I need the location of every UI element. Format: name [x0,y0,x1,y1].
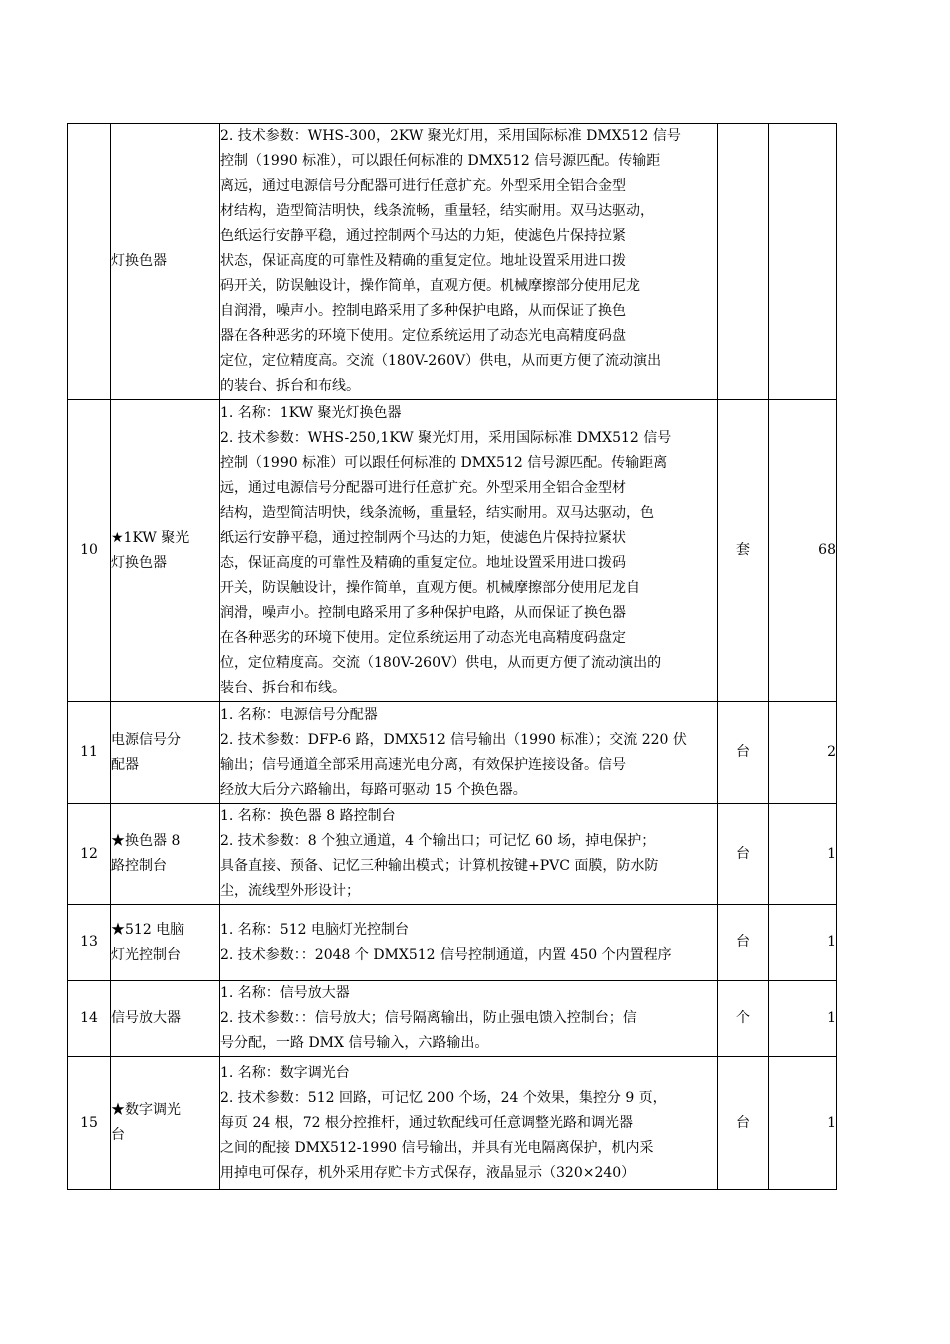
description-line: 经放大后分六路输出，每路可驱动 15 个换色器。 [220,781,527,798]
item-number: 14 [68,981,111,1057]
item-description [220,804,718,905]
item-name-line: 灯换色器 [111,554,167,571]
description-line: 码开关，防误触设计，操作简单，直观方便。机械摩擦部分使用尼龙 [220,278,640,294]
description-line: 1. 名称：信号放大器 [220,985,350,1001]
description-line: 2. 技术参数：8 个独立通道，4 个输出口；可记忆 60 场，掉电保护； [220,833,656,849]
description-line: 1. 名称：电源信号分配器 [220,706,378,723]
item-unit: 台 [718,804,769,905]
item-name-line: ★512 电脑 [111,921,185,938]
description-line: 位，定位精度高。交流（180V-260V）供电，从而更方便了流动演出的 [220,654,662,671]
description-line: 色纸运行安静平稳，通过控制两个马达的力矩，使滤色片保持拉紧 [220,228,626,244]
table-row [68,804,837,905]
description-line: 输出；信号通道全部采用高速光电分离，有效保护连接设备。信号 [220,756,626,773]
equipment-spec-table [67,123,837,1190]
description-line: 2. 技术参数：WHS-300，2KW 聚光灯用，采用国际标准 DMX512 信号 [220,128,681,144]
table-row [68,702,837,804]
description-line: 2. 技术参数：512 回路，可记忆 200 个场，24 个效果，集控分 9 页， [220,1089,667,1106]
description-line: 态，保证高度的可靠性及精确的重复定位。地址设置采用进口拨码 [220,554,626,571]
item-description [220,1057,718,1190]
description-line: 每页 24 根，72 根分控推杆，通过软配线可任意调整光路和调光器 [220,1114,633,1131]
item-name [111,702,220,804]
description-line: 自润滑，噪声小。控制电路采用了多种保护电路，从而保证了换色 [220,303,626,319]
description-line: 开关，防误触设计，操作简单，直观方便。机械摩擦部分使用尼龙自 [220,579,640,596]
table-row [68,1057,837,1190]
description-line: 控制（1990 标准），可以跟任何标准的 DMX512 信号源匹配。传输距 [220,153,661,169]
description-line: 之间的配接 DMX512-1990 信号输出，并具有光电隔离保护，机内采 [220,1139,654,1156]
item-name-line: ★换色器 8 [111,833,181,849]
description-line: 材结构，造型简洁明快，线条流畅，重量轻，结实耐用。双马达驱动， [220,203,654,219]
description-line: 1. 名称：换色器 8 路控制台 [220,808,396,824]
item-unit [718,124,769,400]
item-number: 12 [68,804,111,905]
description-line: 尘，流线型外形设计； [220,883,360,899]
description-line: 状态，保证高度的可靠性及精确的重复定位。地址设置采用进口拨 [220,253,626,269]
description-line: 的装台、拆台和布线。 [220,378,360,394]
item-name-line: 信号放大器 [111,1010,181,1026]
item-quantity: 1 [769,1057,837,1190]
description-line: 离远，通过电源信号分配器可进行任意扩充。外型采用全铝合金型 [220,178,626,194]
description-line: 1. 名称：512 电脑灯光控制台 [220,921,409,938]
description-line: 润滑，噪声小。控制电路采用了多种保护电路，从而保证了换色器 [220,604,626,621]
item-number: 11 [68,702,111,804]
item-name-line: 路控制台 [111,858,167,874]
item-unit: 台 [718,702,769,804]
description-line: 2. 技术参数：：2048 个 DMX512 信号控制通道，内置 450 个内置程序 [220,946,672,963]
description-line: 控制（1990 标准）可以跟任何标准的 DMX512 信号源匹配。传输距离 [220,454,668,471]
item-quantity: 2 [769,702,837,804]
item-name [111,905,220,981]
item-number [68,124,111,400]
item-name-line: 电源信号分 [111,731,181,748]
table-row [68,981,837,1057]
description-line: 纸运行安静平稳，通过控制两个马达的力矩，使滤色片保持拉紧状 [220,529,626,546]
item-unit: 个 [718,981,769,1057]
description-line: 具备直接、预备、记忆三种输出模式；计算机按键+PVC 面膜，防水防 [220,858,659,874]
item-description [220,981,718,1057]
item-name-line: 配器 [111,756,139,773]
item-unit: 套 [718,400,769,702]
description-line: 远，通过电源信号分配器可进行任意扩充。外型采用全铝合金型材 [220,479,626,496]
item-description [220,400,718,702]
table-row [68,905,837,981]
description-line: 号分配，一路 DMX 信号输入，六路输出。 [220,1035,489,1051]
item-name-line: 灯换色器 [111,253,167,269]
item-name [111,1057,220,1190]
item-quantity: 1 [769,804,837,905]
description-line: 定位，定位精度高。交流（180V-260V）供电，从而更方便了流动演出 [220,353,662,369]
item-name [111,981,220,1057]
item-description [220,702,718,804]
item-name [111,124,220,400]
item-description [220,124,718,400]
description-line: 2. 技术参数：DFP-6 路，DMX512 信号输出（1990 标准）；交流 220 伏 [220,731,687,748]
description-line: 器在各种恶劣的环境下使用。定位系统运用了动态光电高精度码盘 [220,328,626,344]
description-line: 2. 技术参数：WHS-250,1KW 聚光灯用，采用国际标准 DMX512 信号 [220,429,672,446]
description-line: 用掉电可保存，机外采用存贮卡方式保存，液晶显示（320×240） [220,1164,636,1181]
item-unit: 台 [718,905,769,981]
item-number: 15 [68,1057,111,1190]
table-row [68,124,837,400]
description-line: 2. 技术参数：：信号放大；信号隔离输出，防止强电馈入控制台；信 [220,1010,637,1026]
description-line: 1. 名称：数字调光台 [220,1064,350,1081]
item-quantity: 1 [769,981,837,1057]
description-line: 1. 名称：1KW 聚光灯换色器 [220,404,402,421]
item-name-line: 台 [111,1127,125,1143]
item-unit: 台 [718,1057,769,1190]
item-name-line: ★1KW 聚光 [111,529,190,546]
item-description [220,905,718,981]
item-quantity [769,124,837,400]
item-name-line: 灯光控制台 [111,946,181,963]
item-number: 13 [68,905,111,981]
item-name-line: ★数字调光 [111,1102,181,1118]
description-line: 装台、拆台和布线。 [220,679,346,696]
description-line: 结构，造型简洁明快，线条流畅，重量轻，结实耐用。双马达驱动，色 [220,504,654,521]
item-quantity: 1 [769,905,837,981]
description-line: 在各种恶劣的环境下使用。定位系统运用了动态光电高精度码盘定 [220,629,626,646]
item-name [111,804,220,905]
item-name [111,400,220,702]
item-quantity: 68 [769,400,837,702]
item-number: 10 [68,400,111,702]
table-row [68,400,837,702]
